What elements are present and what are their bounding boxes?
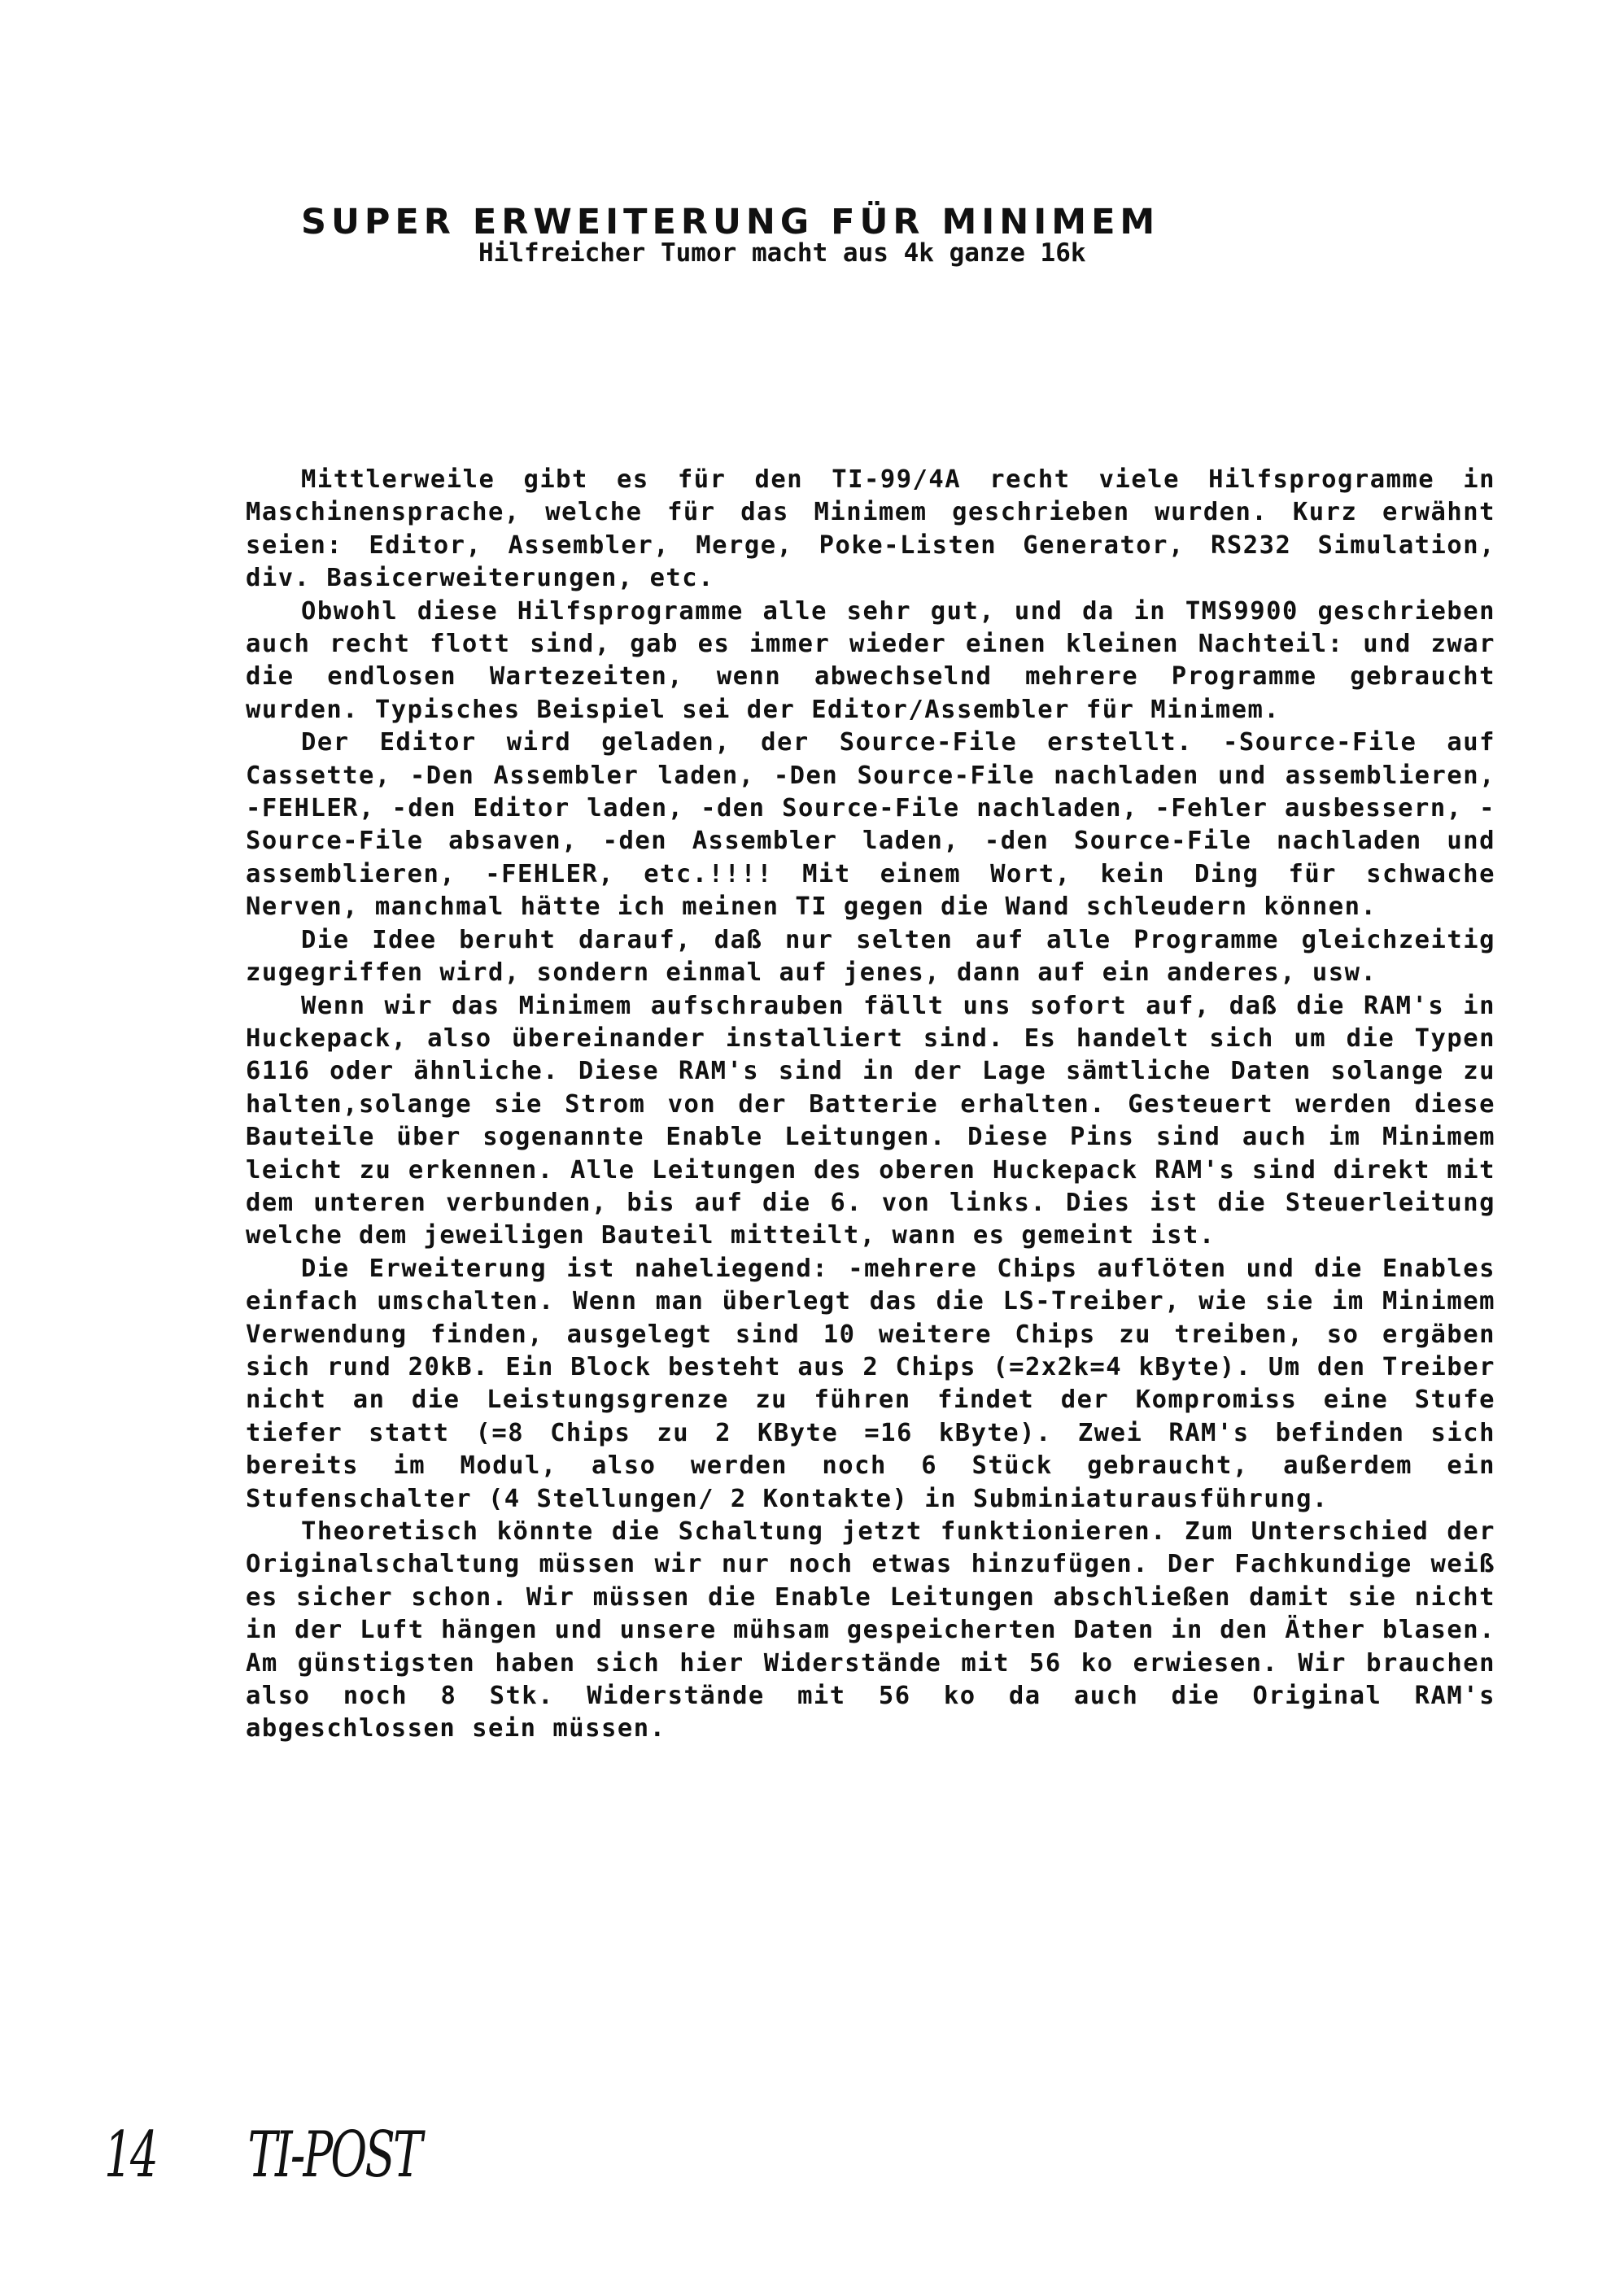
paragraph-5: Wenn wir das Minimem aufschrauben fällt uns sofort auf, daß die RAM's in Huckepack, also übereinander installiert sind. Es handelt sich um die Typen 6116 oder ähnliche. Diese RAM's sind in der Lage sämtliche Daten solange zu halten,solange sie Strom von der Batterie erhalten. Gesteuert werden diese Bauteile über sogenannte Enable Leitungen. Diese Pins sind auch im Minimem leicht zu erkennen. Alle Leitungen des oberen Huckepack RAM's sind direkt mit dem unteren verbunden, bis auf die 6. von links. Dies ist die Steuerleitung welche dem jeweiligen Bauteil mitteilt, wann es gemeint ist. (246, 991, 1495, 1250)
paragraph-3: Der Editor wird geladen, der Source-File erstellt. -Source-File auf Cassette, -Den Assembler laden, -Den Source-File nachladen und assemblieren, -FEHLER, -den Editor laden, -den Source-File nachladen, -Fehler ausbessern, -Source-File absaven, -den Assembler laden, -den Source-File nachladen und assemblieren, -FEHLER, etc.!!!! Mit einem Wort, kein Ding für schwache Nerven, manchmal hätte ich meinen TI gegen die Wand schleudern können. (246, 728, 1495, 922)
article-subtitle: Hilfreicher Tumor macht aus 4k ganze 16k (478, 238, 1086, 268)
magazine-name: TI-POST (247, 2119, 421, 2192)
article-title: SUPER ERWEITERUNG FÜR MINIMEM (301, 202, 1160, 242)
paragraph-2: Obwohl diese Hilfsprogramme alle sehr gut, und da in TMS9900 geschrieben auch recht flott sind, gab es immer wieder einen kleinen Nachteil: und zwar die endlosen Wartezeiten, wenn abwechselnd mehrere Programme gebraucht wurden. Typisches Beispiel sei der Editor/Assembler für Minimem. (246, 596, 1495, 724)
paragraph-4: Die Idee beruht darauf, daß nur selten auf alle Programme gleichzeitig zugegriffen wird, sondern einmal auf jenes, dann auf ein anderes, usw. (246, 925, 1495, 988)
paragraph-1: Mittlerweile gibt es für den TI-99/4A recht viele Hilfsprogramme in Maschinensprache, welche für das Minimem geschrieben wurden. Kurz erwähnt seien: Editor, Assembler, Merge, Poke-Listen Generator, RS232 Simulation, div. Basicerweiterungen, etc. (246, 465, 1495, 593)
paragraph-7: Theoretisch könnte die Schaltung jetzt funktionieren. Zum Unterschied der Originalschaltung müssen wir nur noch etwas hinzufügen. Der Fachkundige weiß es sicher schon. Wir müssen die Enable Leitungen abschließen damit sie nicht in der Luft hängen und unsere mühsam gespeicherten Daten in den Äther blasen. Am günstigsten haben sich hier Widerstände mit 56 ko erwiesen. Wir brauchen also noch 8 Stk. Widerstände mit 56 ko da auch die Original RAM's abgeschlossen sein müssen. (246, 1517, 1495, 1743)
paragraph-6: Die Erweiterung ist naheliegend: -mehrere Chips auflöten und die Enables einfach umschalten. Wenn man überlegt das die LS-Treiber, wie sie im Minimem Verwendung finden, ausgelegt sind 10 weitere Chips zu treiben, so ergäben sich rund 20kB. Ein Block besteht aus 2 Chips (=2x2k=4 kByte). Um den Treiber nicht an die Leistungsgrenze zu führen findet der Kompromiss eine Stufe tiefer statt (=8 Chips zu 2 KByte =16 kByte). Zwei RAM's befinden sich bereits im Modul, also werden noch 6 Stück gebraucht, außerdem ein Stufenschalter (4 Stellungen/ 2 Kontakte) in Subminiaturausführung. (246, 1254, 1495, 1513)
article-body (246, 464, 1495, 1746)
page-footer (104, 2119, 421, 2192)
page-number: 14 (104, 2119, 156, 2192)
